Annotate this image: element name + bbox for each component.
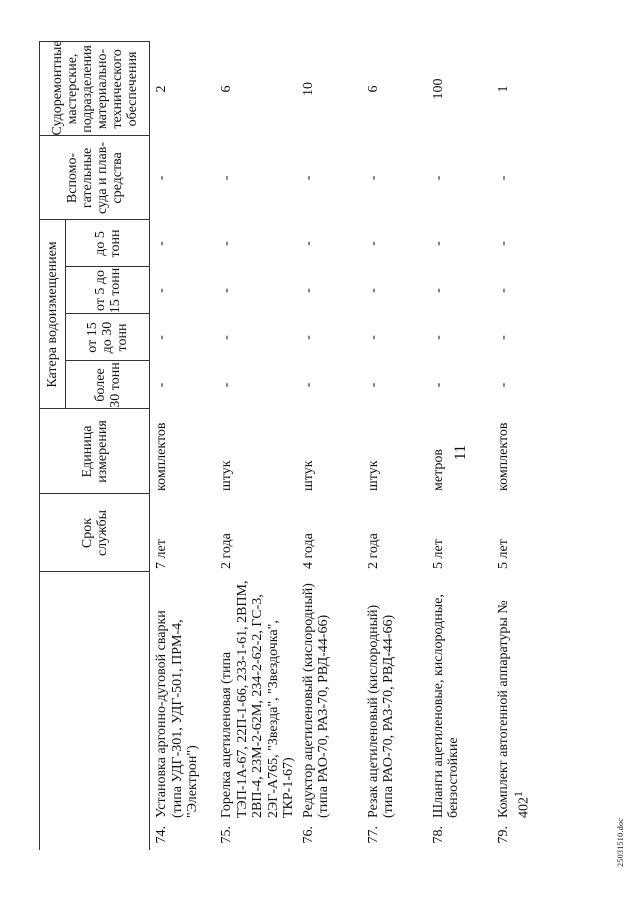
row-value-5-15: - — [219, 288, 234, 293]
row-value-15-30: - — [495, 335, 511, 340]
row-value-auxiliary: - — [495, 175, 511, 181]
row-value-over30: - — [219, 382, 234, 388]
row-item-name: Горелка ацетиленовая (типа ТЭП-1А-67, 22П-1-66, 233-1-61, 2ВПМ, 2ВП-4, 23М-2-62М, 234-2-62-2, ГС-3, 2ЭГ-А765, "Звезда", "Звездочка", ТКР-1-67) — [219, 580, 296, 818]
row-value-15-30: - — [365, 335, 381, 340]
row-item-name: Редуктор ацетиленовый (кислородный) (типа РАО-70, РАЗ-70, РВД-44-66) — [300, 583, 331, 818]
row-service-life: 2 года — [365, 533, 381, 569]
header-item-name — [40, 572, 150, 850]
row-unit: штук — [365, 460, 381, 491]
row-value-auxiliary: - — [300, 175, 316, 181]
row-value-upto5: - — [430, 241, 446, 246]
equipment-norms-table — [39, 41, 557, 850]
table-header-row — [40, 42, 66, 850]
row-value-15-30: - — [154, 335, 169, 340]
table-row — [215, 42, 297, 850]
row-value-over30: - — [300, 382, 316, 388]
row-number: 75. — [219, 826, 234, 844]
row-value-15-30: - — [219, 335, 234, 340]
header-service-life: Срок службы — [40, 494, 150, 572]
row-value-5-15: - — [365, 288, 381, 293]
row-value-auxiliary: - — [365, 175, 381, 181]
row-service-life: 4 года — [300, 533, 316, 569]
header-boats-upto5: до 5 тонн — [66, 220, 150, 267]
row-service-life: 5 лет — [430, 539, 446, 569]
header-boats-over30: более 30 тонн — [66, 361, 150, 409]
row-value-5-15: - — [495, 288, 511, 293]
row-value-auxiliary: - — [154, 175, 169, 181]
header-boats-15-30: от 15 до 30 тонн — [66, 314, 150, 361]
row-item-name: Установка аргонно-дуговой сварки (типа УДГ-301, УДГ-501, ПРМ-4, "Электрон") — [154, 610, 200, 818]
header-workshops: Судоремонтные мастерские, подразделения материально-технического обеспечения — [40, 42, 150, 136]
row-value-workshops: 2 — [154, 85, 169, 93]
row-value-auxiliary: - — [219, 175, 234, 181]
row-value-upto5: - — [154, 241, 169, 246]
header-boats-5-15: от 5 до 15 тонн — [66, 267, 150, 314]
footer-file-code: 25031510.doc — [616, 817, 625, 867]
header-boats-group: Катера водоизмещением — [40, 220, 66, 409]
row-number: 77. — [365, 826, 381, 844]
row-item-name — [492, 572, 557, 818]
table-row — [150, 42, 216, 850]
row-value-5-15: - — [300, 288, 316, 293]
header-auxiliary-vessels: Вспомо-гательные суда и плав-средства — [40, 136, 150, 220]
row-value-upto5: - — [495, 241, 511, 246]
footnote-marker: 1 — [512, 791, 525, 797]
row-unit: метров — [430, 449, 446, 491]
row-unit: штук — [300, 460, 316, 491]
row-value-over30: - — [495, 382, 511, 388]
row-value-auxiliary: - — [430, 175, 446, 181]
row-value-upto5: - — [300, 241, 316, 246]
row-number: 76. — [300, 826, 316, 844]
page-number: 11 — [452, 444, 469, 461]
row-value-workshops: 100 — [430, 78, 446, 100]
row-item-name: Шланги ацетиленовые, кислородные, бензостойкие — [430, 594, 461, 818]
row-value-15-30: - — [300, 335, 316, 340]
row-number: 74. — [154, 826, 169, 844]
row-service-life: 5 лет — [495, 539, 511, 569]
row-unit: комплектов — [495, 422, 511, 491]
row-number: 78. — [430, 826, 446, 844]
header-unit: Единица измерения — [40, 409, 150, 494]
row-service-life: 2 года — [219, 533, 234, 569]
row-value-upto5: - — [219, 241, 234, 246]
row-value-workshops: 6 — [365, 85, 381, 93]
row-value-over30: - — [154, 382, 169, 388]
row-unit: комплектов — [154, 422, 169, 491]
row-value-5-15: - — [154, 288, 169, 293]
row-value-over30: - — [430, 382, 446, 388]
row-value-over30: - — [365, 382, 381, 388]
row-value-upto5: - — [365, 241, 381, 246]
row-value-workshops: 6 — [219, 85, 234, 93]
table-row — [492, 42, 557, 850]
row-value-workshops: 1 — [495, 85, 511, 93]
row-item-name-text: Комплект автогенной аппаратуры № 402 — [495, 600, 532, 818]
table-row — [427, 42, 492, 850]
row-value-5-15: - — [430, 288, 446, 293]
row-value-workshops: 10 — [300, 81, 316, 96]
row-service-life: 7 лет — [154, 539, 169, 569]
row-number: 79. — [495, 826, 511, 844]
table-row — [362, 42, 427, 850]
table-row — [297, 42, 362, 850]
row-value-15-30: - — [430, 335, 446, 340]
row-unit: штук — [219, 460, 234, 491]
row-item-name: Резак ацетиленовый (кислородный) (типа РАО-70, РАЗ-70, РВД-44-66) — [365, 604, 396, 818]
